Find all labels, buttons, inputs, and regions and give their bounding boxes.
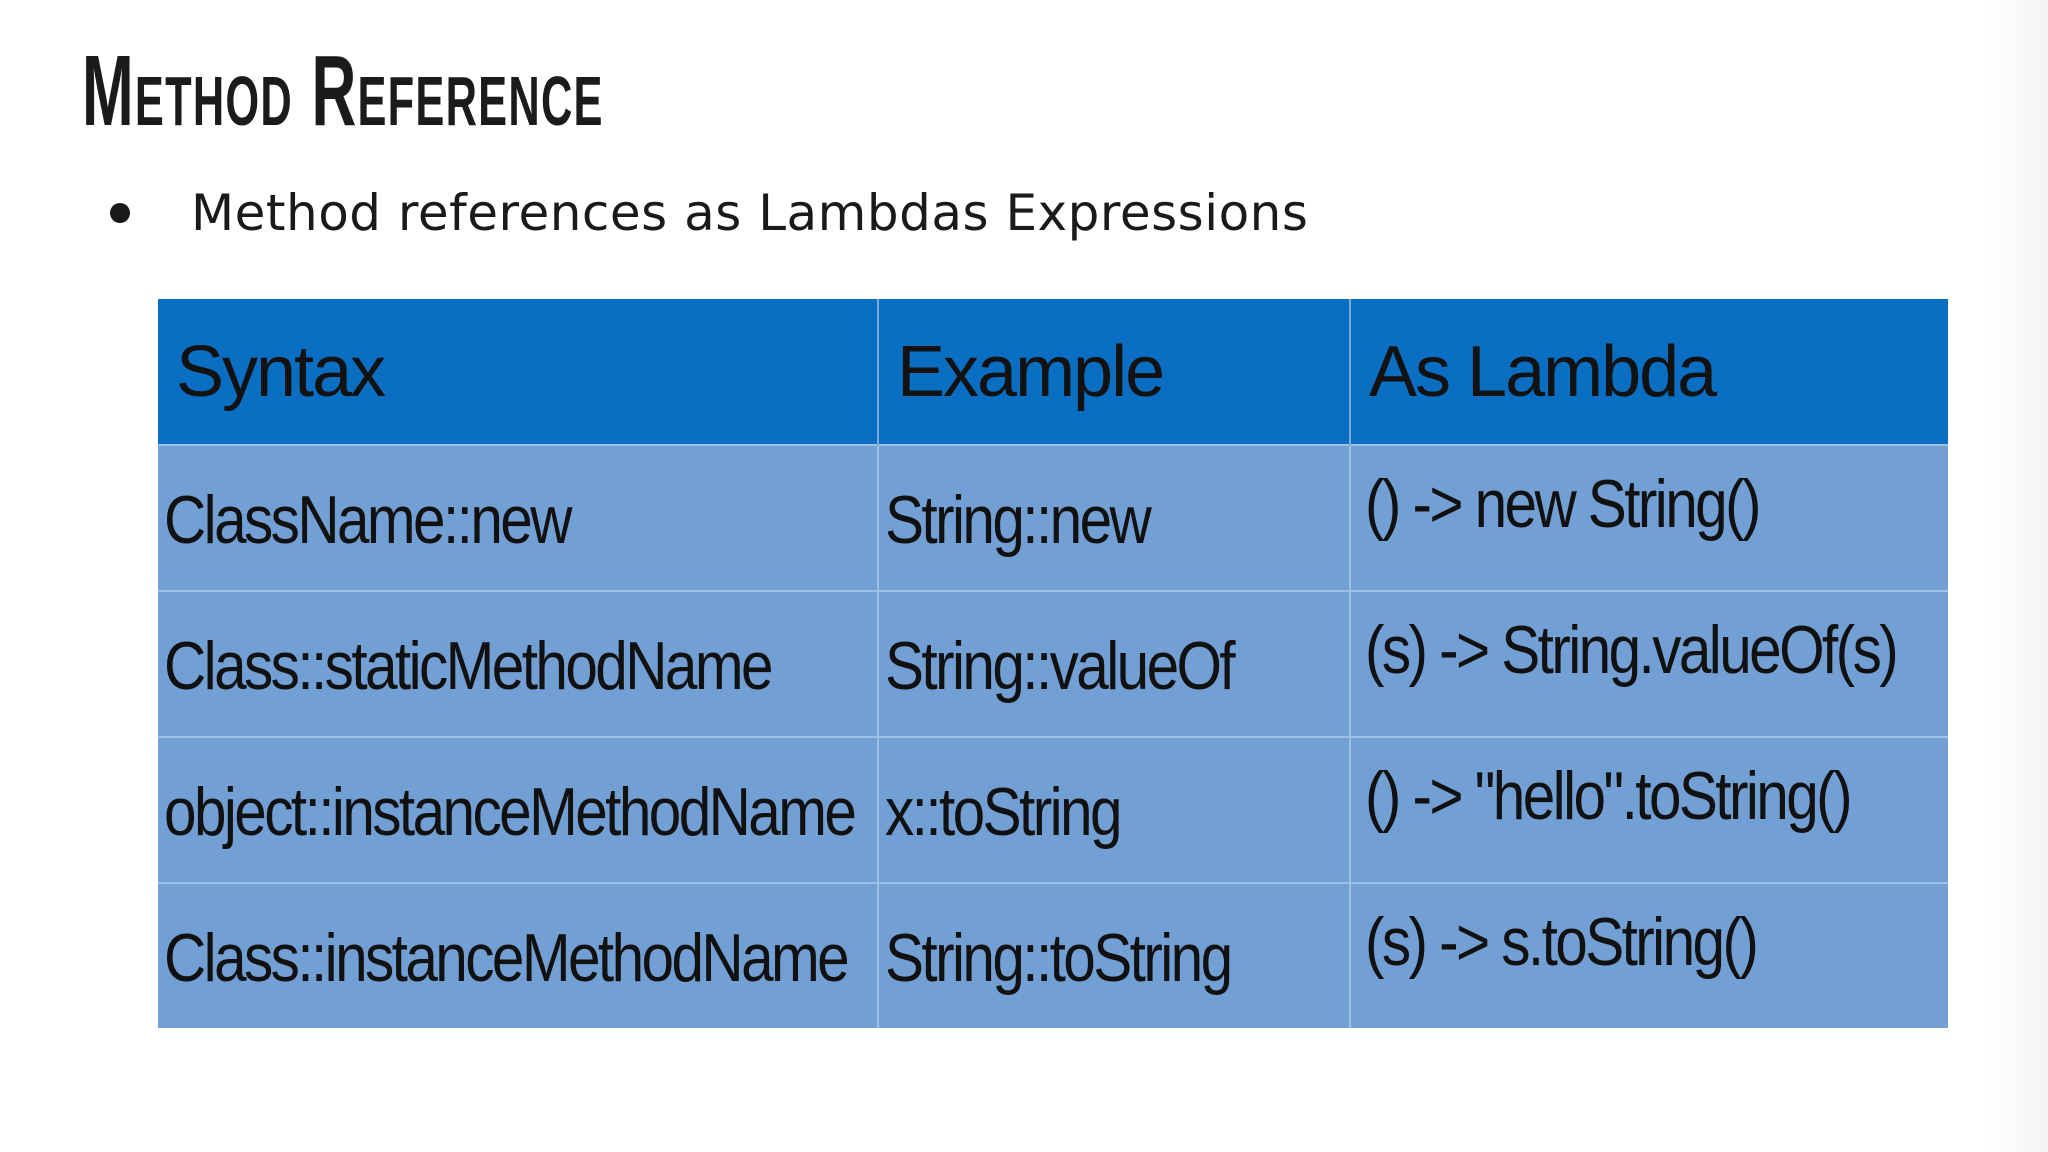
cell-as-lambda bbox=[1350, 737, 1948, 883]
table-header-row bbox=[158, 299, 1948, 445]
cell-text: (s) -> s.toString() bbox=[1365, 904, 1757, 980]
table-row bbox=[158, 883, 1948, 1028]
cell-text: String::toString bbox=[885, 920, 1231, 996]
bullet-text: Method references as Lambdas Expressions bbox=[191, 184, 1309, 242]
cell-text: ClassName::new bbox=[164, 482, 570, 558]
header-syntax: Syntax bbox=[158, 299, 878, 445]
edge-shade bbox=[1988, 0, 2048, 1152]
cell-example bbox=[878, 445, 1350, 591]
bullet-item bbox=[110, 178, 1308, 248]
cell-as-lambda bbox=[1350, 883, 1948, 1028]
bullet-list bbox=[110, 178, 1308, 248]
cell-as-lambda bbox=[1350, 591, 1948, 737]
cell-text: String::valueOf bbox=[885, 628, 1234, 704]
table-row bbox=[158, 445, 1948, 591]
cell-example bbox=[878, 737, 1350, 883]
table-row bbox=[158, 591, 1948, 737]
cell-text: (s) -> String.valueOf(s) bbox=[1365, 612, 1897, 688]
cell-text: () -> "hello".toString() bbox=[1365, 758, 1850, 834]
cell-syntax bbox=[158, 883, 878, 1028]
method-reference-table-container bbox=[158, 299, 1948, 1024]
cell-text: () -> new String() bbox=[1365, 466, 1759, 542]
cell-text: Class::staticMethodName bbox=[164, 628, 771, 704]
cell-syntax bbox=[158, 737, 878, 883]
cell-as-lambda bbox=[1350, 445, 1948, 591]
cell-example bbox=[878, 883, 1350, 1028]
bullet-dot-icon bbox=[110, 203, 130, 223]
cell-example bbox=[878, 591, 1350, 737]
header-as-lambda: As Lambda bbox=[1350, 299, 1948, 445]
header-example: Example bbox=[878, 299, 1350, 445]
method-reference-table bbox=[158, 299, 1948, 1028]
cell-syntax bbox=[158, 591, 878, 737]
table-row bbox=[158, 737, 1948, 883]
cell-text: Class::instanceMethodName bbox=[164, 920, 848, 996]
slide-title: Method Reference bbox=[82, 35, 604, 147]
cell-text: String::new bbox=[885, 482, 1150, 558]
cell-text: x::toString bbox=[885, 774, 1120, 850]
cell-syntax bbox=[158, 445, 878, 591]
cell-text: object::instanceMethodName bbox=[164, 774, 855, 850]
